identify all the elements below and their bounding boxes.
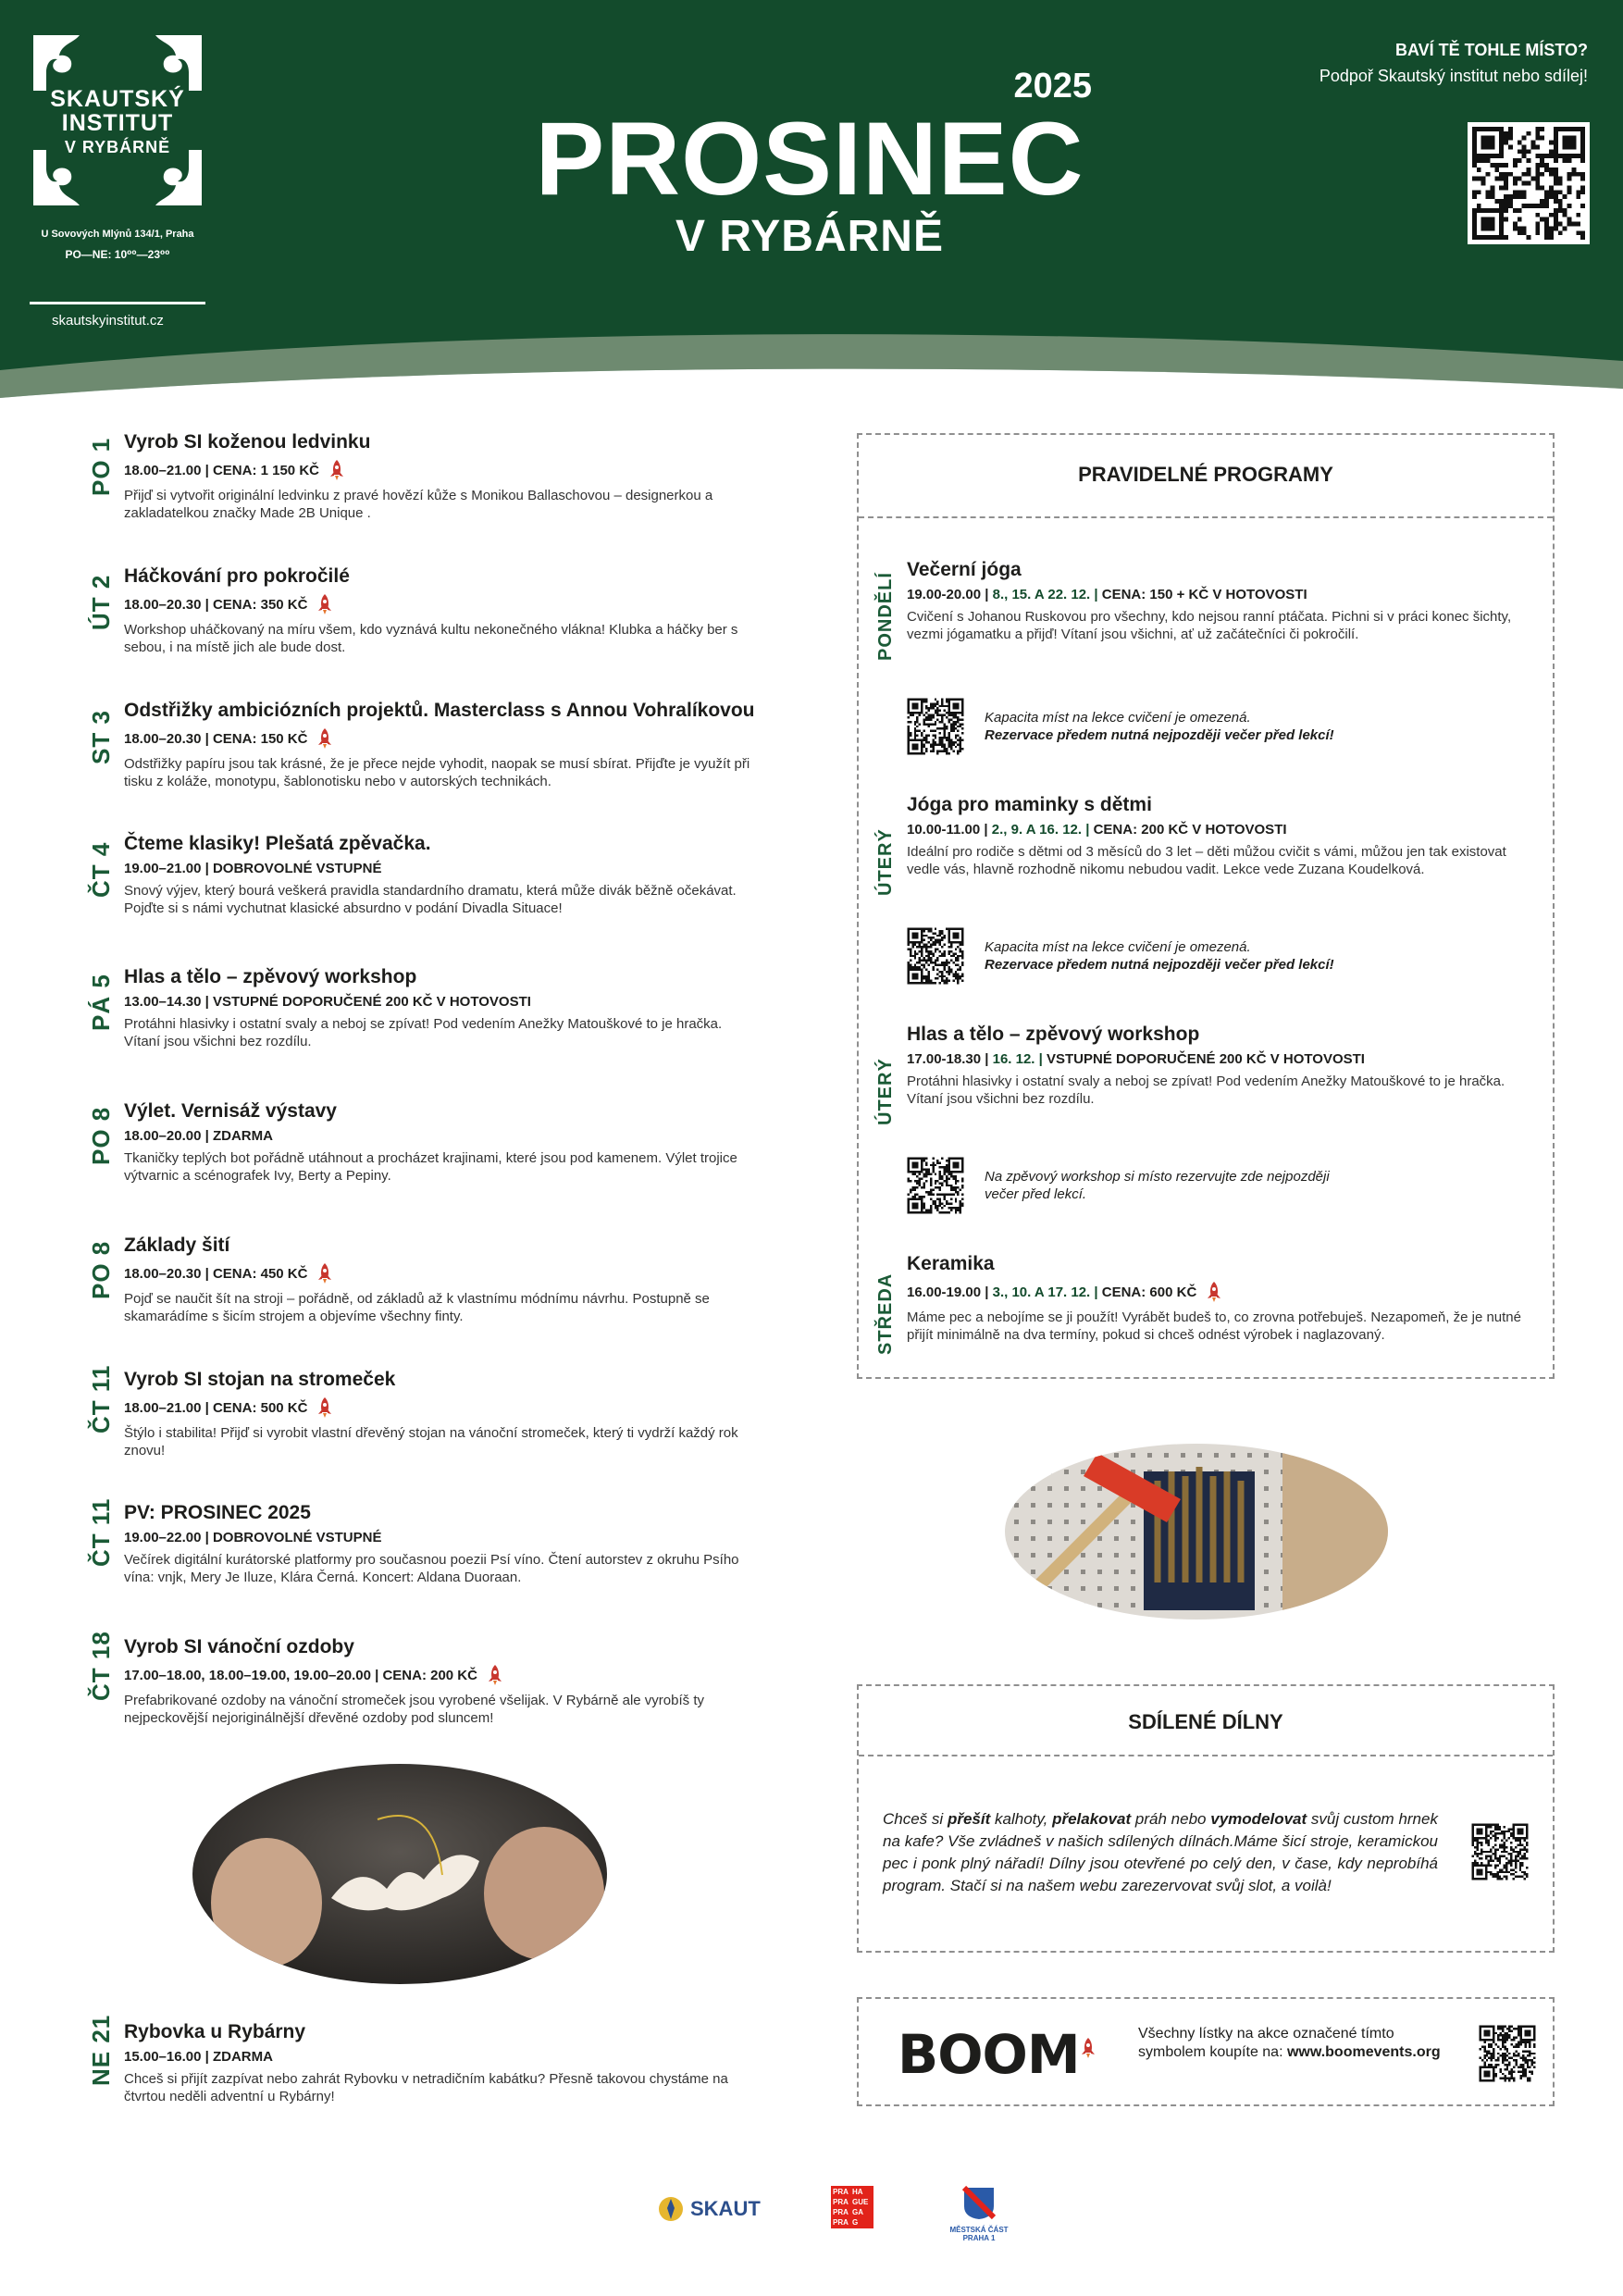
regular-programs-box (857, 433, 1555, 1379)
regular-meta: 19.00-20.00 | 8., 15. A 22. 12. | CENA: 150 + KČ V HOTOVOSTI (907, 587, 1307, 602)
logo-line-3: V RYBÁRNĚ (64, 138, 171, 156)
event-meta: 18.00–20.00 | ZDARMA (124, 1128, 273, 1144)
event-description: Chceš si přijít zazpívat nebo zahrát Rybovku v netradičním kabátku? Přesně takovou chystáme na čtvrtou neděli adventní u Rybárny! (124, 2071, 728, 2104)
boom-rocket-icon (1206, 1281, 1222, 1303)
event-meta: 18.00–20.30 | CENA: 450 KČ (124, 1262, 757, 1285)
event-description: Odstřižky papíru jsou tak krásné, že je přece nejde vyhodit, naopak se musí sbírat. Přijďte je využít při tisku z koláže, monotypu, šablonotisku nebo v autorských technikách. (124, 756, 750, 789)
event-item[interactable] (87, 2014, 757, 2105)
header-wave (0, 333, 1623, 416)
header-divider (30, 302, 205, 304)
event-item[interactable] (87, 700, 757, 790)
page-title: PROSINEC (535, 101, 1084, 217)
regular-title: Jóga pro maminky s dětmi (907, 794, 1152, 815)
boom-url[interactable]: www.boomevents.org (1286, 2044, 1441, 2060)
boom-rocket-icon (316, 1396, 333, 1419)
event-day: ČT 11 (87, 1497, 115, 1567)
reservation-qr-code[interactable] (905, 696, 966, 757)
regular-day: PONDĚLÍ (875, 572, 896, 661)
reservation-note: Na zpěvový workshop si místo rezervujte zde nejpozději večer před lekcí. (905, 1155, 1536, 1216)
institute-logo[interactable] (33, 35, 202, 205)
address: U Sovových Mlýnů 134/1, Praha (41, 229, 194, 240)
reservation-note: Kapacita míst na lekce cvičení je omezená. Rezervace předem nutná nejpozději večer před lekcí! (905, 696, 1536, 757)
event-meta: 18.00–20.30 | CENA: 150 KČ (124, 727, 757, 750)
event-day: ČT 11 (87, 1364, 115, 1433)
event-description: Protáhni hlasivky i ostatní svaly a neboj se zpívat! Pod vedením Anežky Matouškové to je hračka. Vítaní jsou všichni bez rozdílu. (124, 1016, 723, 1049)
event-item[interactable] (87, 1100, 757, 1185)
shared-workshops-box (857, 1684, 1555, 1953)
tools-photo (1005, 1444, 1388, 1620)
regular-meta: 10.00-11.00 | 2., 9. A 16. 12. | CENA: 200 KČ V HOTOVOSTI (907, 822, 1287, 838)
boom-logo[interactable]: BOOM (898, 2023, 1111, 2086)
cta-title: BAVÍ TĚ TOHLE MÍSTO? (1394, 41, 1588, 59)
ornament-photo (192, 1764, 607, 1984)
event-item[interactable] (87, 833, 757, 917)
logo-line-2: INSTITUT (61, 110, 174, 136)
event-title: Odstřižky ambiciózních projektů. Masterclass s Annou Vohralíkovou (124, 700, 755, 721)
event-day: ST 3 (87, 710, 115, 764)
praha1-logo[interactable]: MĚSTSKÁ ČÁST PRAHA 1 (942, 2184, 1016, 2242)
event-description: Pojď se naučit šít na stroji – pořádně, od základů až k vlastnímu módnímu návrhu. Postupně se skamarádíme s šicím strojem a objevíme všechny finty. (124, 1291, 710, 1324)
event-title: Hlas a tělo – zpěvový workshop (124, 966, 417, 987)
box-separator (859, 516, 1553, 518)
event-meta: 13.00–14.30 | VSTUPNÉ DOPORUČENÉ 200 KČ V HOTOVOSTI (124, 994, 531, 1010)
regular-programs-heading: PRAVIDELNÉ PROGRAMY (1078, 463, 1333, 486)
event-item[interactable] (87, 966, 757, 1050)
regular-meta: 17.00-18.30 | 16. 12. | VSTUPNÉ DOPORUČENÉ 200 KČ V HOTOVOSTI (907, 1051, 1365, 1067)
boom-qr-code[interactable] (1477, 2023, 1538, 2084)
event-meta: 17.00–18.00, 18.00–19.00, 19.00–20.00 | CENA: 200 KČ (124, 1664, 757, 1686)
event-day: PÁ 5 (87, 974, 115, 1031)
event-meta: 18.00–21.00 | CENA: 500 KČ (124, 1396, 757, 1419)
page-subtitle: V RYBÁRNĚ (675, 212, 944, 261)
regular-meta: 16.00-19.00 | 3., 10. A 17. 12. | CENA: 600 KČ (907, 1281, 1536, 1303)
event-title: Rybovka u Rybárny (124, 2021, 306, 2042)
event-description: Přijď si vytvořit originální ledvinku z pravé hovězí kůže s Monikou Ballaschovou – designerkou a zakladatelkou značky Made 2B Unique . (124, 488, 713, 521)
regular-description: Máme pec a nebojíme se ji použít! Vyrábět budeš to, co zrovna potřebuješ. Nezapomeň, že je nutné přijít minimálně na dva termíny, pokud si chceš odnést výrobek i naglazovaný. (907, 1309, 1521, 1343)
event-day: ÚT 2 (87, 574, 115, 630)
year: 2025 (1013, 67, 1092, 105)
event-item[interactable] (87, 431, 757, 522)
event-meta: 19.00–21.00 | DOBROVOLNÉ VSTUPNÉ (124, 861, 382, 876)
regular-day: ÚTERÝ (875, 1058, 896, 1125)
event-description: Workshop uháčkovaný na míru všem, kdo vyznává kultu nekonečného vlákna! Klubka a háčky ber s sebou, i na místě jich ale bude dost. (124, 622, 738, 655)
regular-description: Protáhni hlasivky i ostatní svaly a neboj se zpívat! Pod vedením Anežky Matouškové to je hračka. Vítaní jsou všichni bez rozdílu. (907, 1074, 1505, 1107)
event-title: Vyrob SI vánoční ozdoby (124, 1636, 354, 1657)
event-title: PV: PROSINEC 2025 (124, 1502, 311, 1523)
event-day: PO 8 (87, 1240, 115, 1299)
regular-description: Cvičení s Johanou Ruskovou pro všechny, kdo nejsou ranní ptáčata. Pichni si v práci konec šichty, vezmi jógamatku a přijď! Vítaní jsou všichni, ať už začátečníci či pokročilí. (907, 609, 1512, 642)
event-item[interactable] (87, 565, 757, 656)
regular-title: Hlas a tělo – zpěvový workshop (907, 1024, 1200, 1045)
event-title: Základy šití (124, 1235, 230, 1256)
regular-description: Ideální pro rodiče s dětmi od 3 měsíců do 3 let – děti můžou cvičit s vámi, můžou jen tak existovat vedle vás, hlavně rozhodně nikomu nebudou vadit. Lekce vede Zuzana Koudelková. (907, 844, 1506, 877)
event-description: Štýlo i stabilita! Přijď si vyrobit vlastní dřevěný stojan na vánoční stromeček, který ti vydrží každý rok znovu! (124, 1425, 738, 1458)
event-description: Večírek digitální kurátorské platformy pro současnou poezii Psí víno. Čtení autorstev z okruhu Psího vína: vnjk, Mery Je Iluze, Klára Černá. Koncert: Aldana Duoraan. (124, 1552, 739, 1585)
boom-rocket-icon (316, 1262, 333, 1285)
website-link[interactable]: skautskyinstitut.cz (52, 313, 164, 329)
event-day: PO 1 (87, 437, 115, 496)
event-day: PO 8 (87, 1106, 115, 1165)
event-description: Prefabrikované ozdoby na vánoční stromeček jsou vyrobené všelijak. V Rybárně ale vyrobíš ty nejpeckovější nejoriginálnější dřevěné ozdoby pod sluncem! (124, 1693, 704, 1726)
reservation-qr-code[interactable] (905, 1155, 966, 1216)
event-meta: 19.00–22.00 | DOBROVOLNÉ VSTUPNÉ (124, 1530, 382, 1545)
event-description: Tkaničky teplých bot pořádně utáhnout a procházet krajinami, které jsou pod kamenem. Výlet trojice výtvarnic a scénografek Ivy, Berty a Pepiny. (124, 1150, 737, 1184)
event-meta: 18.00–21.00 | CENA: 1 150 KČ (124, 459, 757, 481)
regular-title: Keramika (907, 1253, 995, 1274)
praha-logo[interactable]: PRA HA PRA GUE PRA GA PRA G (831, 2186, 873, 2228)
boom-rocket-icon (1080, 2037, 1111, 2079)
shared-workshops-heading: SDÍLENÉ DÍLNY (1128, 1710, 1283, 1733)
event-item[interactable] (87, 1235, 757, 1325)
event-description: Snový výjev, který bourá veškerá pravidla standardního dramatu, která může divák běžně očekávat. Pojďte si s námi vychutnat klasické absurdno v podání Divadla Situace! (124, 883, 737, 916)
skaut-lily-icon (657, 2195, 685, 2223)
shared-workshops-text: Chceš si přešít kalhoty, přelakovat práh nebo vymodelovat svůj custom hrnek na kafe? Vše zvládneš v našich sdílených dílnách.Máme šicí stroje, keramickou pec i ponk plný nářadí! Dílny jsou otevřené po celý den, v čase, kdy neprobíhá program. Stačí si na našem webu zarezervovat svůj slot, a voilà! (883, 1810, 1438, 1894)
event-item[interactable] (87, 1631, 757, 1727)
boom-rocket-icon (487, 1664, 503, 1686)
event-meta: 15.00–16.00 | ZDARMA (124, 2049, 273, 2065)
event-item[interactable] (87, 1497, 757, 1586)
event-day: ČT 4 (87, 841, 115, 898)
reservation-qr-code[interactable] (905, 925, 966, 987)
boom-box (857, 1997, 1555, 2106)
event-day: ČT 18 (87, 1631, 115, 1701)
sponsors-footer (0, 2184, 1623, 2240)
regular-day: STŘEDA (875, 1272, 896, 1355)
support-qr-code[interactable] (1468, 122, 1590, 244)
cta-text: Podpoř Skautský institut nebo sdílej! (1319, 67, 1588, 85)
reservation-note: Kapacita míst na lekce cvičení je omezená. Rezervace předem nutná nejpozději večer před lekcí! (905, 925, 1536, 987)
event-title: Vyrob SI stojan na stromeček (124, 1369, 396, 1390)
boom-rocket-icon (316, 593, 333, 615)
event-meta: 18.00–20.30 | CENA: 350 KČ (124, 593, 757, 615)
box-separator (859, 1755, 1553, 1756)
event-title: Čteme klasiky! Plešatá zpěvačka. (124, 833, 431, 854)
praha1-shield-icon (960, 2184, 997, 2221)
boom-info: Všechny lístky na akce označené tímto symbolem koupíte na: www.boomevents.org (1138, 2026, 1441, 2060)
logo-line-1: SKAUTSKÝ (50, 86, 185, 112)
boom-rocket-icon (316, 727, 333, 750)
regular-title: Večerní jóga (907, 559, 1022, 580)
event-item[interactable] (87, 1364, 757, 1459)
opening-hours: PO—NE: 10⁰⁰—23⁰⁰ (65, 248, 170, 261)
regular-day: ÚTERÝ (875, 828, 896, 896)
event-day: NE 21 (87, 2014, 115, 2086)
skaut-logo[interactable]: SKAUT (657, 2195, 761, 2223)
workshop-qr-code[interactable] (1469, 1821, 1530, 1882)
logo-text (33, 87, 202, 159)
event-title: Háčkování pro pokročilé (124, 565, 350, 587)
boom-rocket-icon (328, 459, 345, 481)
event-title: Vyrob SI koženou ledvinku (124, 431, 371, 453)
event-title: Výlet. Vernisáž výstavy (124, 1100, 337, 1122)
